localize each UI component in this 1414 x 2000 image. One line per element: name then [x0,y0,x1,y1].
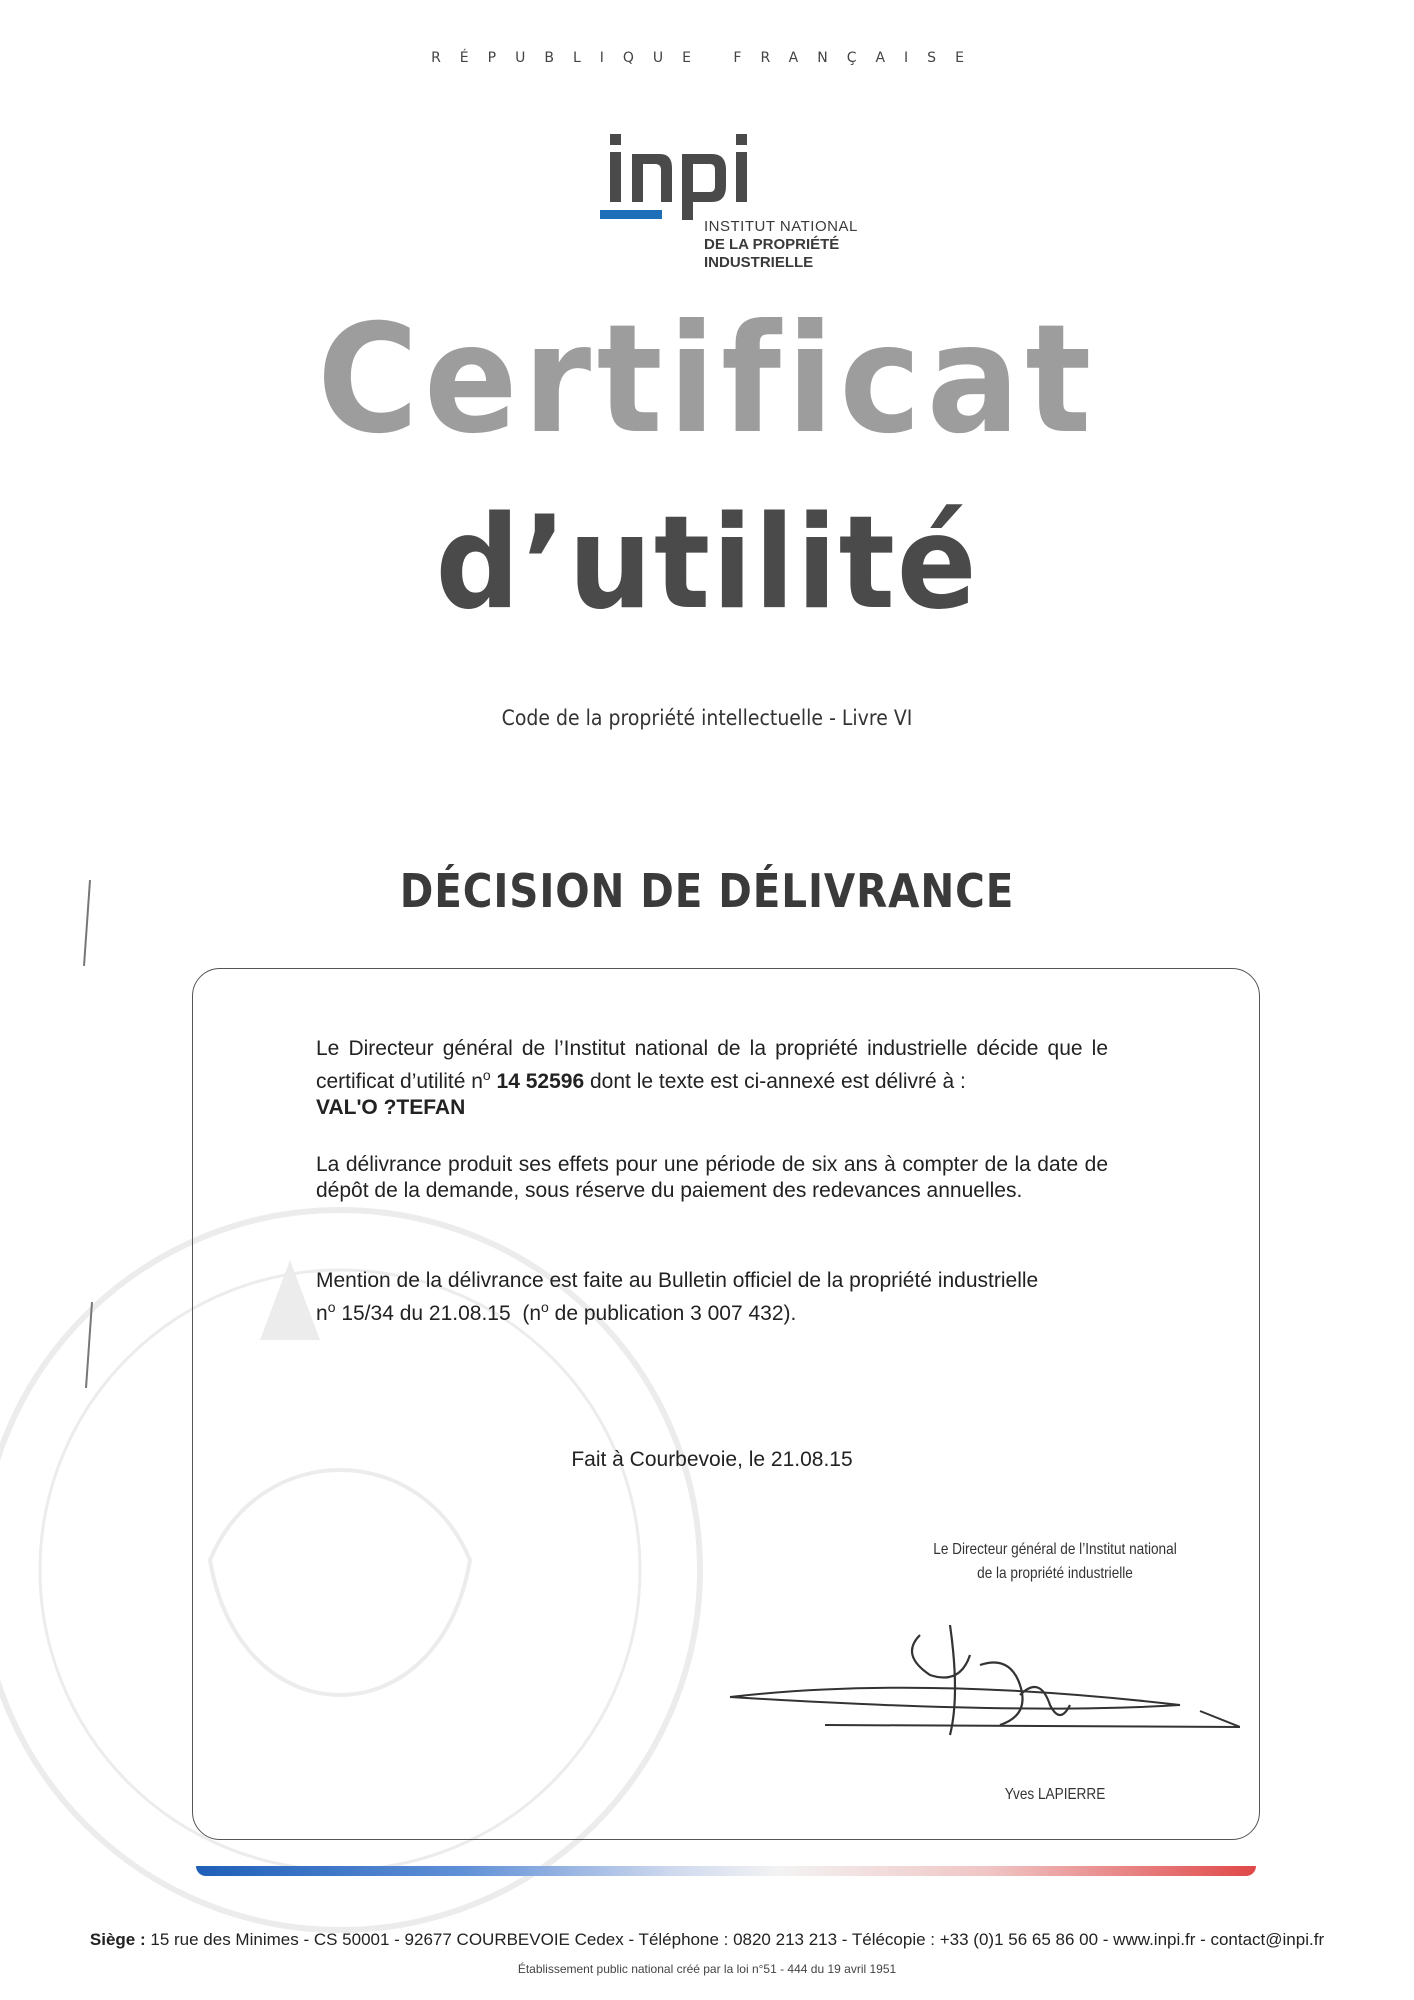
logo-line-2: DE LA PROPRIÉTÉ [704,236,840,253]
paragraph-effects: La délivrance produit ses effets pour une période de six ans à compter de la date de dépôt de la demande, sous réserve du paiement des redevances annuelles. [316,1153,1108,1202]
footer-address: Siège : 15 rue des Minimes - CS 50001 - 92677 COURBEVOIE Cedex - Téléphone : 0820 213 213 - Télécopie : +33 (0)1 56 65 86 00 - www.inpi.fr - contact@inpi.fr [89,1930,1325,1949]
signatory-name: Yves LAPIERRE [1004,1786,1106,1803]
code-reference: Code de la propriété intellectuelle - Livre VI [501,706,913,730]
inpi-logo [600,130,860,280]
tricolor-stripe [196,1866,1256,1876]
certificate-title: Certificat [317,293,1097,467]
handwritten-signature [720,1615,1240,1755]
logo-line-1: INSTITUT NATIONAL [704,218,858,235]
certificate-number: 14 52596 [496,1070,585,1093]
place-date: Fait à Courbevoie, le 21.08.15 [571,1448,853,1471]
paragraph-decision: Le Directeur général de l’Institut national de la propriété industrielle décide que le certificat d’utilité $n^o$ 14 52596 dont le texte est ci-annexé est délivré à : VAL'O ?TEFAN [316,1037,1108,1119]
footer-note: Établissement public national créé par la loi n°51 - 444 du 19 avril 1951 [517,1962,897,1976]
signatory-title: Le Directeur général de l’Institut national de la propriété industrielle [933,1541,1177,1582]
holder-name: VAL'O ?TEFAN [316,1096,466,1119]
certificate-subtitle: d’utilité [435,489,979,638]
decision-title: DÉCISION DE DÉLIVRANCE [399,864,1015,918]
logo-line-3: INDUSTRIELLE [704,254,814,271]
republique-francaise-header: RÉPUBLIQUE FRANÇAISE [431,50,983,66]
inpi-wordmark-icon [600,130,860,220]
paragraph-mention: Mention de la délivrance est faite au Bulletin officiel de la propriété industrielle $n^o$ 15/34 du 21.08.15 ($n^o$ de publication 3 007 432). [316,1269,1039,1325]
